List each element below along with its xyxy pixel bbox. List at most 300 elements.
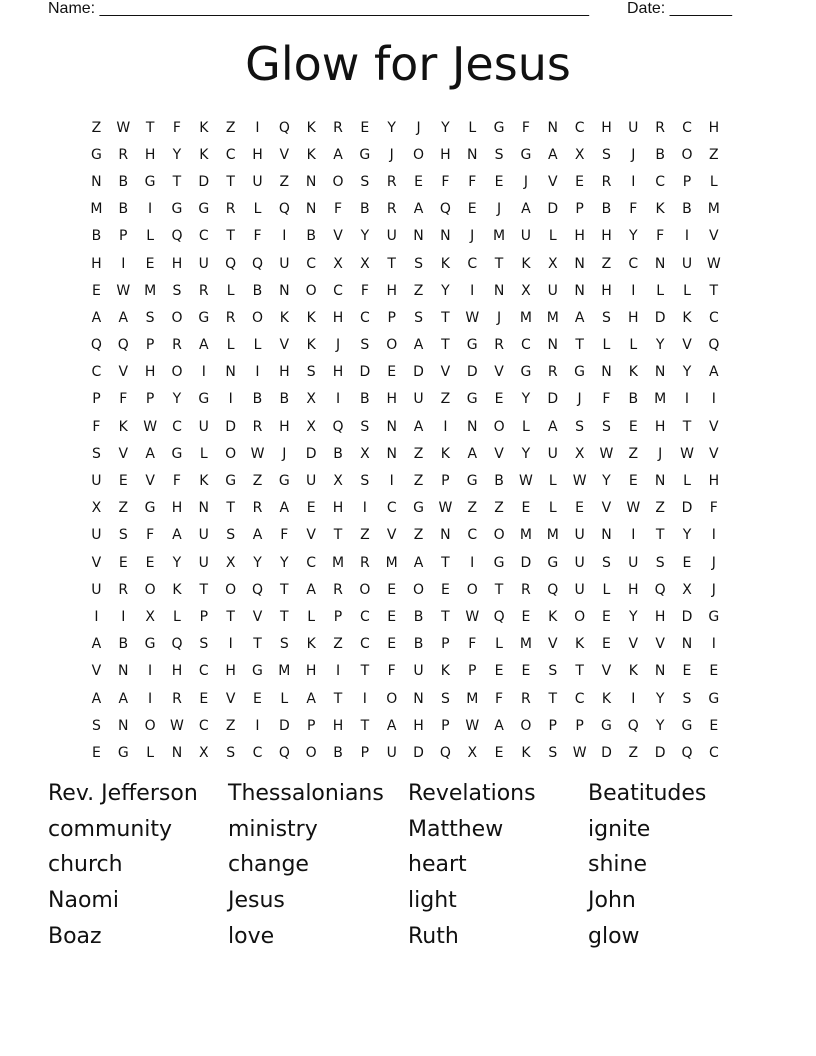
grid-letter: A [306,690,316,707]
grid-letter: E [709,717,719,734]
name-field-label: Name: _______________________________________________________ [48,0,589,17]
grid-letter: S [414,309,423,326]
grid-letter: I [711,636,716,653]
word-list-item: Naomi [48,888,119,914]
grid-letter: D [305,445,317,462]
grid-letter: O [144,717,156,734]
grid-letter: C [252,744,263,761]
grid-letter: C [333,282,343,299]
grid-letter: Z [413,473,424,490]
grid-letter: R [118,581,129,598]
grid-letter: N [171,744,183,761]
grid-letter: Q [439,744,451,761]
grid-letter: N [413,228,424,245]
grid-letter: E [360,119,370,136]
grid-letter: Q [171,636,183,653]
grid-row [83,386,727,413]
grid-letter: H [386,391,397,408]
grid-letter: K [628,364,638,381]
grid-letter: K [575,636,585,653]
grid-letter: L [146,744,155,761]
grid-letter: T [441,309,450,326]
grid-letter: E [628,418,638,435]
grid-letter: I [470,554,475,571]
grid-letter: A [709,364,719,381]
grid-letter: V [91,554,102,571]
grid-letter: T [360,663,370,680]
grid-letter: V [306,527,316,544]
grid-letter: C [225,146,236,163]
grid-letter: T [280,608,289,625]
grid-letter: D [547,391,559,408]
grid-letter: S [118,527,128,544]
grid-letter: K [118,418,128,435]
grid-letter: E [253,690,262,707]
grid-letter: E [306,500,316,517]
grid-letter: Q [251,581,263,598]
grid-letter: N [279,282,290,299]
grid-letter: E [118,473,128,490]
grid-letter: U [413,391,424,408]
grid-letter: H [171,255,183,272]
grid-row [83,549,727,576]
grid-letter: J [282,445,287,462]
grid-letter: A [413,201,424,218]
grid-letter: G [198,201,210,218]
grid-letter: G [198,309,210,326]
grid-row [83,196,727,223]
grid-letter: G [144,636,156,653]
grid-letter: M [144,282,157,299]
grid-letter: D [601,744,612,761]
grid-letter: H [332,717,344,734]
grid-letter: O [171,364,183,381]
grid-letter: E [682,663,692,680]
grid-letter: Z [467,500,478,517]
grid-letter: W [626,500,641,517]
grid-letter: G [144,173,156,190]
word-list-item: change [228,852,309,878]
grid-letter: R [198,282,209,299]
grid-row [83,359,727,386]
grid-letter: Y [172,391,182,408]
grid-letter: Z [360,527,370,544]
grid-letter: H [708,119,720,136]
grid-letter: R [333,119,343,136]
grid-letter: M [546,527,559,544]
grid-letter: F [468,636,477,653]
grid-letter: R [118,146,129,163]
grid-row [83,114,727,141]
grid-letter: P [119,228,128,245]
grid-letter: N [574,255,585,272]
grid-letter: I [631,690,636,707]
grid-letter: P [441,636,450,653]
grid-letter: T [360,717,370,734]
grid-letter: H [654,608,666,625]
grid-letter: G [681,717,693,734]
grid-letter: Q [654,581,666,598]
grid-letter: D [225,418,237,435]
word-list-item: community [48,816,173,842]
grid-letter: H [628,309,639,326]
grid-letter: I [362,500,367,517]
grid-letter: B [413,636,424,653]
grid-letter: Y [602,473,611,490]
grid-letter: S [575,418,585,435]
grid-letter: I [470,282,475,299]
grid-letter: Y [655,717,665,734]
grid-letter: S [360,337,370,354]
grid-letter: E [682,554,692,571]
grid-letter: G [493,119,505,136]
grid-letter: V [386,527,397,544]
grid-letter: I [121,255,126,272]
grid-letter: E [387,364,397,381]
grid-letter: H [628,581,639,598]
grid-row [83,739,727,766]
grid-letter: U [91,527,102,544]
grid-letter: O [305,282,317,299]
grid-letter: S [360,473,370,490]
grid-letter: A [306,581,316,598]
grid-letter: N [305,173,317,190]
grid-letter: X [333,473,343,490]
grid-letter: U [252,173,263,190]
grid-letter: F [521,119,530,136]
grid-letter: C [306,554,317,571]
grid-letter: D [198,173,210,190]
grid-letter: E [521,608,531,625]
grid-letter: V [440,364,451,381]
grid-letter: H [144,364,156,381]
grid-letter: W [572,473,587,490]
grid-letter: E [575,173,585,190]
grid-letter: B [252,282,263,299]
grid-letter: Q [278,119,290,136]
grid-letter: B [279,391,290,408]
grid-letter: W [680,445,694,462]
grid-letter: R [172,337,182,354]
grid-letter: H [225,663,236,680]
grid-letter: J [470,228,475,245]
grid-letter: A [521,201,531,218]
grid-letter: L [468,119,477,136]
date-field-label: Date: _______ [627,0,732,17]
grid-letter: N [654,255,666,272]
grid-letter: R [494,337,504,354]
grid-letter: E [494,744,504,761]
grid-letter: Z [333,636,343,653]
grid-letter: L [548,473,557,490]
grid-letter: S [602,309,611,326]
grid-letter: H [171,663,183,680]
grid-letter: Z [628,445,639,462]
word-list-item: Thessalonians [228,781,384,806]
grid-letter: S [602,146,611,163]
grid-letter: N [547,337,558,354]
grid-letter: M [90,201,103,218]
grid-letter: U [413,663,424,680]
grid-letter: Y [629,228,638,245]
grid-letter: M [385,554,398,571]
grid-letter: U [628,554,639,571]
grid-letter: E [91,744,101,761]
grid-letter: A [91,636,102,653]
grid-letter: M [519,309,532,326]
grid-letter: T [387,255,396,272]
grid-letter: C [655,173,666,190]
grid-letter: V [547,173,558,190]
grid-letter: W [250,445,265,462]
grid-letter: P [441,717,450,734]
grid-letter: U [547,445,558,462]
grid-letter: L [495,636,503,653]
grid-letter: D [359,364,371,381]
word-list-item: heart [408,852,467,878]
grid-letter: B [655,146,665,163]
grid-row [83,522,727,549]
grid-letter: A [91,309,102,326]
grid-letter: W [572,744,587,761]
grid-letter: L [199,445,208,462]
grid-letter: V [709,228,719,245]
grid-letter: B [333,744,343,761]
grid-letter: T [575,663,584,680]
word-list-item: church [48,852,123,878]
grid-letter: L [146,228,155,245]
grid-letter: D [278,717,290,734]
grid-letter: X [360,255,370,272]
grid-letter: S [91,445,101,462]
grid-letter: S [414,255,423,272]
grid-letter: N [440,527,451,544]
grid-letter: S [548,744,558,761]
grid-letter: L [602,581,611,598]
grid-letter: Y [655,690,665,707]
grid-letter: Y [253,554,262,571]
grid-letter: R [359,554,370,571]
grid-letter: S [548,663,558,680]
grid-row [83,685,727,712]
grid-letter: F [656,228,665,245]
grid-letter: C [708,744,719,761]
grid-letter: O [681,146,693,163]
grid-letter: H [332,364,344,381]
grid-letter: J [389,146,394,163]
grid-row [83,141,727,168]
grid-letter: V [118,364,129,381]
grid-letter: R [601,173,612,190]
grid-letter: S [172,282,182,299]
grid-letter: H [91,255,102,272]
grid-letter: J [711,554,716,571]
grid-letter: M [519,527,532,544]
grid-row [83,495,727,522]
word-list-item: light [408,888,457,914]
grid-letter: C [359,309,370,326]
grid-letter: Z [413,445,424,462]
grid-letter: B [118,173,129,190]
grid-letter: W [465,717,480,734]
grid-letter: V [709,445,719,462]
grid-letter: T [682,418,692,435]
grid-letter: B [601,201,612,218]
grid-letter: N [654,364,666,381]
grid-letter: J [523,173,528,190]
grid-letter: N [386,418,397,435]
grid-letter: A [413,337,424,354]
grid-letter: U [547,282,558,299]
grid-letter: O [225,581,237,598]
grid-letter: M [466,690,479,707]
grid-letter: Q [681,744,693,761]
grid-letter: N [681,636,693,653]
grid-letter: J [711,581,716,598]
grid-letter: K [521,255,531,272]
grid-letter: N [440,228,451,245]
grid-letter: G [171,445,183,462]
grid-letter: D [681,608,693,625]
grid-letter: Y [387,119,396,136]
grid-letter: K [521,744,531,761]
grid-letter: G [144,500,156,517]
grid-letter: P [682,173,692,190]
grid-letter: E [494,663,504,680]
grid-letter: Y [629,608,638,625]
grid-letter: H [305,663,317,680]
grid-letter: A [252,527,263,544]
grid-letter: Q [708,337,720,354]
grid-letter: S [226,527,236,544]
grid-letter: E [602,636,611,653]
grid-letter: I [201,364,206,381]
grid-letter: C [198,228,209,245]
grid-row [83,631,727,658]
grid-letter: H [708,473,720,490]
grid-letter: L [226,337,235,354]
grid-letter: V [145,473,155,490]
grid-row [83,277,727,304]
grid-letter: P [92,391,101,408]
grid-letter: D [654,744,666,761]
grid-letter: R [547,364,558,381]
grid-letter: K [601,690,612,707]
grid-letter: V [118,445,129,462]
grid-letter: B [91,228,102,245]
grid-letter: H [601,228,612,245]
grid-letter: I [94,608,99,625]
word-list-item: Revelations [408,781,536,806]
grid-letter: M [707,201,720,218]
letter-grid [83,114,727,767]
word-list-item: glow [588,923,640,949]
grid-letter: S [440,690,450,707]
grid-letter: Z [413,527,424,544]
grid-letter: W [706,255,721,272]
grid-letter: T [145,119,155,136]
grid-letter: S [306,364,316,381]
grid-row [83,603,727,630]
grid-row [83,332,727,359]
grid-letter: Q [278,201,290,218]
grid-letter: F [333,201,343,218]
grid-letter: F [602,391,611,408]
word-list [48,781,768,959]
grid-letter: Y [682,364,692,381]
grid-letter: M [278,663,291,680]
grid-letter: J [416,119,421,136]
grid-letter: T [172,173,182,190]
word-list-item: Ruth [408,923,459,949]
grid-letter: Z [91,119,102,136]
grid-letter: I [389,473,394,490]
grid-letter: V [494,364,504,381]
grid-letter: N [118,663,129,680]
grid-letter: G [359,146,371,163]
grid-letter: Y [441,119,450,136]
grid-letter: A [574,309,585,326]
grid-letter: S [226,744,236,761]
grid-letter: J [497,201,502,218]
grid-row [83,576,727,603]
grid-letter: B [333,445,343,462]
grid-letter: F [629,201,638,218]
grid-row [83,467,727,494]
grid-letter: Z [279,173,290,190]
grid-letter: F [387,663,396,680]
grid-letter: T [333,690,343,707]
grid-letter: A [413,554,424,571]
grid-letter: P [441,473,450,490]
grid-letter: L [656,282,665,299]
grid-letter: T [226,500,235,517]
grid-letter: V [682,337,692,354]
grid-letter: K [440,663,450,680]
grid-letter: H [279,418,290,435]
grid-letter: I [684,228,690,245]
grid-letter: C [91,364,102,381]
grid-letter: M [493,228,506,245]
grid-row [83,250,727,277]
grid-letter: Z [440,391,451,408]
grid-letter: V [494,445,504,462]
grid-letter: Y [360,228,370,245]
grid-letter: S [145,309,155,326]
grid-letter: E [709,663,719,680]
grid-letter: W [599,445,614,462]
grid-letter: I [228,636,233,653]
grid-letter: N [466,418,478,435]
grid-letter: E [602,608,611,625]
grid-letter: X [91,500,102,517]
grid-letter: I [684,391,690,408]
grid-letter: O [305,744,317,761]
grid-letter: U [386,228,397,245]
word-list-item: ministry [228,816,318,842]
grid-letter: A [172,527,182,544]
grid-letter: G [225,473,237,490]
grid-letter: R [172,690,182,707]
grid-letter: X [145,608,155,625]
grid-letter: E [467,201,477,218]
grid-letter: G [520,146,532,163]
grid-letter: H [171,500,183,517]
grid-letter: A [494,717,504,734]
grid-letter: P [360,744,370,761]
grid-letter: K [306,636,316,653]
word-list-item: ignite [588,816,651,842]
